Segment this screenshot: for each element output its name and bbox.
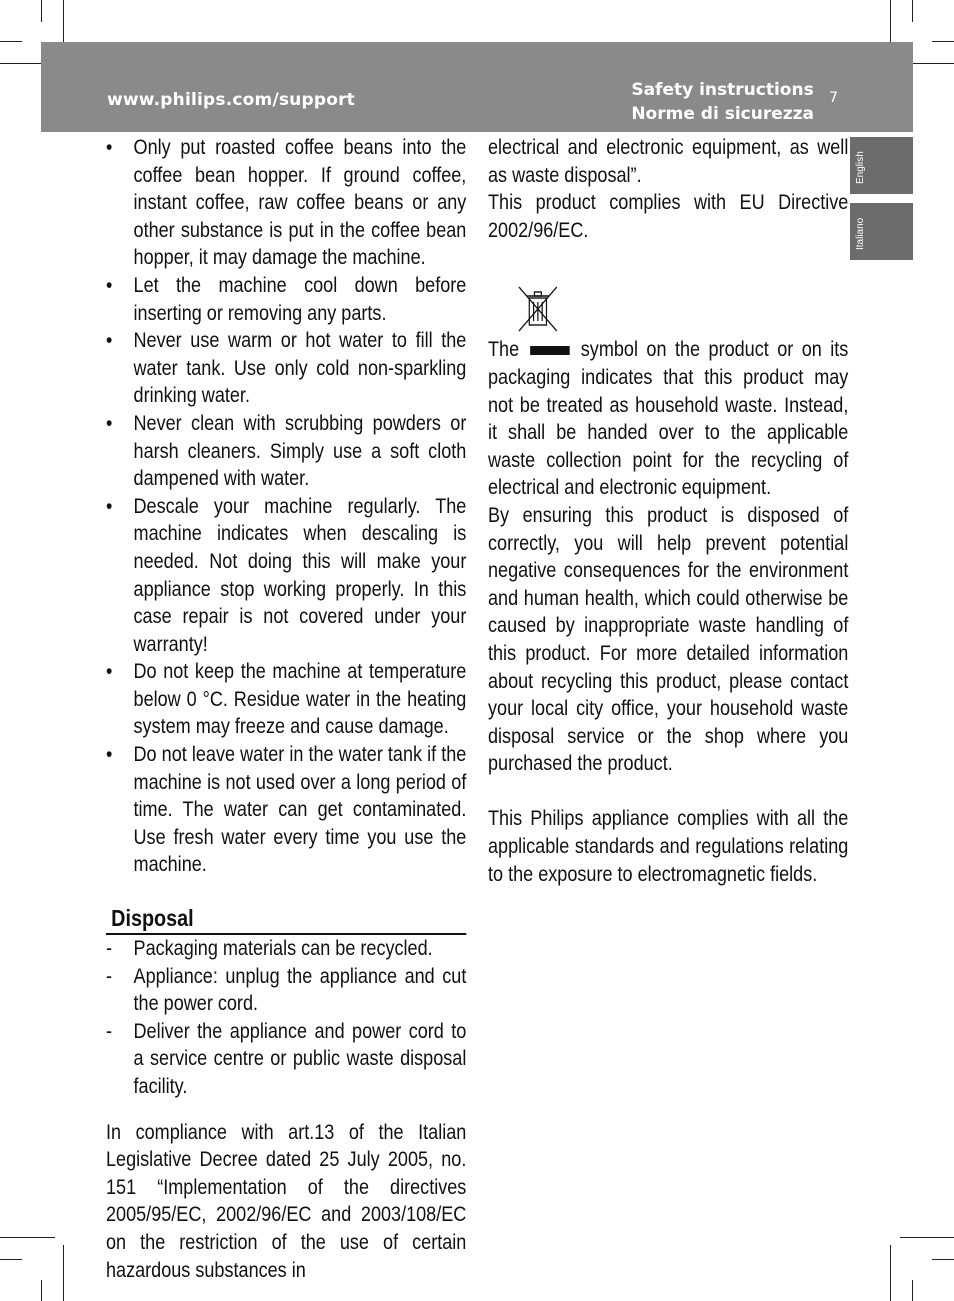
- header-titles: [631, 78, 814, 126]
- crop-mark: [0, 1237, 55, 1238]
- crossed-bin-icon: [516, 284, 848, 336]
- right-column: [488, 134, 848, 888]
- proper-disposal-paragraph: By ensuring this product is disposed of correctly, you will help prevent potential negative consequences for the environment and human health, which could otherwise be caused by inappropriate waste handling of this product. For more detailed information about recycling this product, please contact your local city office, your household waste disposal service or the shop where you purchased the product.: [488, 503, 849, 776]
- crop-mark: [900, 1237, 954, 1238]
- list-item: • Do not keep the machine at temperature below 0 °C. Residue water in the heating system may freeze and cause damage.: [106, 660, 467, 739]
- safety-bullet-list: [106, 134, 466, 879]
- list-item: • Do not leave water in the water tank if the machine is not used over a long period of time. The water can get contaminated. Use fresh water every time you use the machine.: [106, 743, 467, 877]
- emf-paragraph: This Philips appliance complies with all the applicable standards and regulations relating to the exposure to electromagnetic fields.: [488, 807, 849, 886]
- left-column: [106, 134, 466, 1284]
- list-item: • Descale your machine regularly. The machine indicates when descaling is needed. Not doing this will make your appliance stop working properly. In this case repair is not covered under your warranty!: [106, 494, 467, 656]
- compliance-paragraph-end: electrical and electronic equipment, as well as waste disposal”.: [488, 136, 849, 187]
- header-title-english: Safety instructions: [631, 80, 814, 100]
- directive-paragraph: This product complies with EU Directive 2002/96/EC.: [488, 191, 849, 242]
- weee-bar-icon: [530, 346, 570, 355]
- list-item: - Packaging materials can be recycled.: [106, 937, 433, 961]
- list-item: - Deliver the appliance and power cord to a service centre or public waste disposal facility.: [106, 1019, 467, 1098]
- list-item: • Let the machine cool down before inserting or removing any parts.: [106, 273, 467, 325]
- crop-mark: [890, 1245, 891, 1301]
- crop-mark: [932, 41, 954, 42]
- disposal-list: [106, 935, 466, 1101]
- crop-mark: [63, 1245, 64, 1301]
- crop-mark: [41, 1280, 42, 1301]
- lang-tab-italian[interactable]: Italiano: [850, 203, 913, 260]
- crop-mark: [0, 1259, 22, 1260]
- support-url[interactable]: www.philips.com/support: [107, 90, 356, 110]
- list-item: - Appliance: unplug the appliance and cut the power cord.: [106, 964, 467, 1016]
- crop-mark: [0, 41, 22, 42]
- crop-mark: [932, 1259, 954, 1260]
- crop-mark: [912, 1280, 913, 1301]
- compliance-paragraph-start: In compliance with art.13 of the Italian Legislative Decree dated 25 July 2005, no. 151 “Implementation of the directives 2005/95/EC, 2002/96/EC and 2003/108/EC on the restriction of the use of certain hazardous substances in: [106, 1120, 467, 1282]
- list-item: • Only put roasted coffee beans into the coffee bean hopper. If ground coffee, instant coffee, raw coffee beans or any other substance is put in the coffee bean hopper, it may damage the machine.: [106, 136, 467, 270]
- crop-mark: [41, 0, 42, 22]
- page-number: 7: [829, 90, 838, 106]
- list-item: • Never clean with scrubbing powders or harsh cleaners. Simply use a soft cloth dampened with water.: [106, 411, 467, 491]
- disposal-heading: Disposal: [106, 903, 466, 935]
- crop-mark: [912, 0, 913, 22]
- list-item: • Never use warm or hot water to fill the water tank. Use only cold non-sparkling drinking water.: [106, 329, 467, 408]
- page-header: [41, 42, 913, 132]
- lang-tab-english[interactable]: English: [850, 137, 913, 194]
- header-title-italian: Norme di sicurezza: [631, 104, 814, 124]
- weee-paragraph: The symbol on the product or on its packaging indicates that this product may not be treated as household waste. Instead, it shall be handed over to the applicable waste collection point for the recycling of electrical and electronic equipment.: [488, 338, 849, 500]
